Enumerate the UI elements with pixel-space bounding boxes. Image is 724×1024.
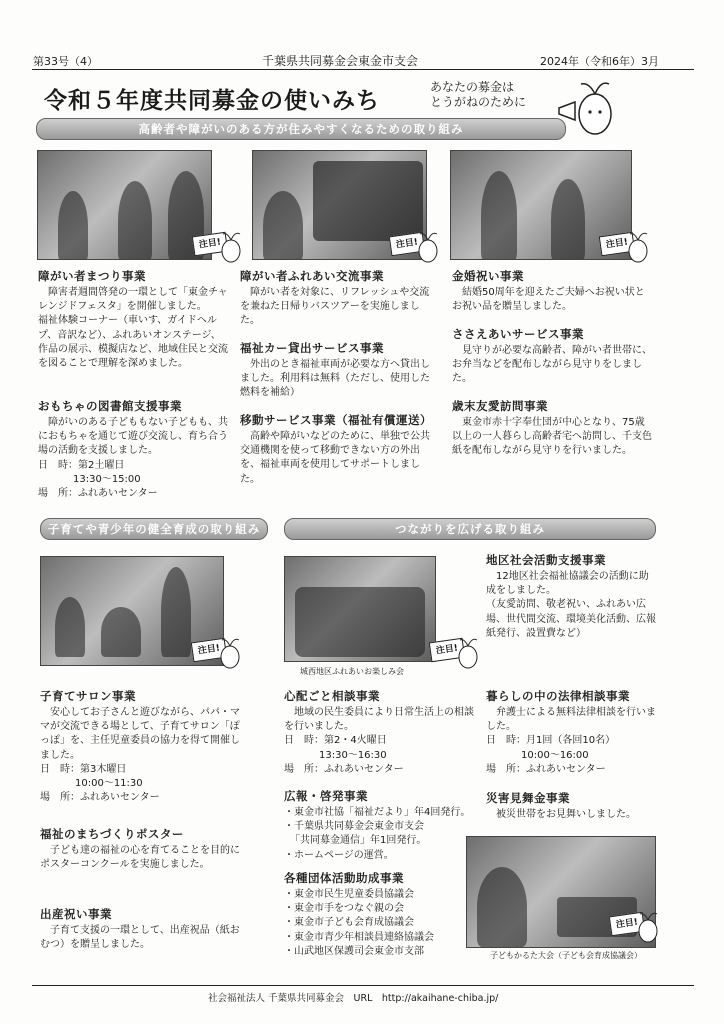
heading-s4: 福祉カー貸出サービス事業 bbox=[240, 341, 384, 355]
caption-josai: 城西地区ふれあいお楽しみ会 bbox=[300, 667, 404, 676]
list-item: ・ホームページの運営。 bbox=[284, 849, 394, 861]
photo-josai-event bbox=[284, 556, 436, 662]
footer-text: 社会福祉法人 千葉県共同募金会 URL http://akaihane-chiba.jp/ bbox=[208, 993, 499, 1004]
heading-s16: 暮らしの中の法律相談事業 bbox=[486, 689, 630, 703]
s9-schedule-place: 場 所：ふれあいセンター bbox=[40, 792, 160, 804]
list-item: ・千葉県共同募金会東金市支会 bbox=[284, 821, 424, 833]
heading-s17: 災害見舞金事業 bbox=[486, 791, 570, 805]
s2-schedule-place: 場 所：ふれあいセンター bbox=[38, 488, 158, 500]
chuumoku-badge-2 bbox=[390, 230, 434, 260]
s9-schedule-time: 10:00～11:30 bbox=[75, 778, 143, 790]
s12-schedule-date: 日 時：第2・4火曜日 bbox=[284, 735, 387, 747]
chuumoku-label-2: 注目! bbox=[389, 232, 425, 257]
heading-s7: ささえあいサービス事業 bbox=[452, 327, 584, 341]
s3-line-1: 障がい者を対象に、リフレッシュや交流を兼ねた日帰りバスツアーを実施しました。 bbox=[240, 287, 430, 327]
s16-schedule-time: 10:00～16:00 bbox=[521, 749, 589, 761]
chuumoku-label-3: 注目! bbox=[599, 232, 635, 257]
s17-line-1: 被災世帯をお見舞いしました。 bbox=[496, 809, 636, 820]
heading-s10: 福祉のまちづくりポスター bbox=[40, 827, 184, 841]
band-right: つながりを広げる取り組み bbox=[284, 518, 656, 540]
slogan-line-1: あなたの募金は bbox=[430, 80, 515, 94]
heading-s9: 子育てサロン事業 bbox=[40, 689, 136, 703]
chuumoku-label-6: 注目! bbox=[609, 912, 645, 937]
s9-line-1: 安心してお子さんと遊びながら、パパ・ママが交流できる場として、子育てサロン「ぽっぽ」を、主任児童委員の協力を得て開催しました。 bbox=[40, 707, 240, 761]
list-item: ・東金市民生児童委員協議会 bbox=[284, 889, 414, 900]
text-s2 bbox=[38, 416, 230, 501]
chuumoku-label: 注目! bbox=[192, 232, 228, 257]
s12-schedule-place: 場 所：ふれあいセンター bbox=[284, 763, 404, 775]
text-s9 bbox=[40, 706, 240, 805]
band-top: 高齢者や障がいのある方が住みやすくなるための取り組み bbox=[36, 118, 566, 140]
org-name: 千葉県共同募金会東金市支会 bbox=[262, 54, 419, 68]
footer-rule bbox=[32, 985, 694, 986]
issue-date: 2024年（令和6年）3月 bbox=[540, 55, 659, 68]
s4-line-1: 外出のとき福祉車両が必要な方へ貸出しました。利用料は無料（ただし、使用した燃料を補給） bbox=[240, 359, 430, 399]
chuumoku-badge-4 bbox=[192, 636, 236, 666]
s12-schedule-time: 13:30～16:30 bbox=[319, 749, 387, 761]
heading-s6: 金婚祝い事業 bbox=[452, 269, 524, 283]
heading-s14: 各種団体活動助成事業 bbox=[284, 871, 404, 885]
list-item: ・東金市子ども会育成協議会 bbox=[284, 917, 414, 929]
s15-line-2: （友愛訪問、敬老祝い、ふれあい広場、世代間交流、環境美化活動、広報紙発行、設置費など） bbox=[486, 599, 656, 639]
text-s16 bbox=[486, 706, 656, 777]
s10-line-1: 子ども達の福祉の心を育てることを目的にポスターコンクールを実施しました。 bbox=[40, 845, 240, 871]
text-s15 bbox=[486, 570, 656, 641]
heading-s13: 広報・啓発事業 bbox=[284, 789, 368, 803]
band-left: 子育てや青少年の健全育成の取り組み bbox=[40, 518, 268, 540]
list-item: ・山武地区保護司会東金市支部 bbox=[284, 945, 424, 957]
list-item: 「共同募金通信」年1回発行。 bbox=[290, 835, 427, 847]
text-s6 bbox=[452, 286, 654, 314]
heading-s15: 地区社会活動支援事業 bbox=[486, 553, 606, 567]
s16-line-1: 弁護士による無料法律相談を行いました。 bbox=[486, 707, 656, 733]
page-title: 令和５年度共同募金の使いみち bbox=[44, 88, 380, 114]
s2-schedule-date: 日 時：第2土曜日 bbox=[38, 459, 125, 471]
text-s8 bbox=[452, 416, 654, 459]
s2-schedule-time: 13:30～15:00 bbox=[73, 473, 141, 485]
chuumoku-label-5: 注目! bbox=[429, 638, 465, 663]
list-item: ・東金市社協「福祉だより」年4回発行。 bbox=[284, 807, 471, 818]
list-item: ・東金市手をつなぐ親の会 bbox=[284, 903, 404, 915]
slogan-line-2: とうがねのために bbox=[430, 95, 527, 109]
mascot-icon-2 bbox=[416, 230, 440, 264]
chuumoku-badge-3 bbox=[600, 230, 644, 260]
chuumoku-label-4: 注目! bbox=[191, 638, 227, 663]
text-s4 bbox=[240, 358, 436, 401]
mascot-icon-5 bbox=[456, 636, 480, 670]
heading-s2: おもちゃの図書館支援事業 bbox=[38, 399, 182, 413]
chuumoku-badge-6 bbox=[610, 910, 654, 940]
heading-s5: 移動サービス事業（福祉有償運送） bbox=[240, 413, 432, 427]
s15-line-1: 12地区社会福祉協議会の活動に助成をしました。 bbox=[486, 571, 649, 597]
mascot-icon-3 bbox=[626, 230, 650, 264]
text-s7 bbox=[452, 344, 654, 387]
s16-schedule-date: 日 時：月1回（各回10名） bbox=[486, 735, 616, 747]
heading-s3: 障がい者ふれあい交流事業 bbox=[240, 269, 384, 283]
s2-line-1: 障がいのある子どももない子どもも、共におもちゃを通じて遊び交流し、育ち合う場の活動を支援しました。 bbox=[38, 417, 228, 457]
s11-line-1: 子育て支援の一環として、出産祝品（紙おむつ）を贈呈しました。 bbox=[40, 925, 240, 951]
s6-line-1: 結婚50周年を迎えたご夫婦へお祝い状とお祝い品を贈呈しました。 bbox=[452, 287, 645, 313]
header-rule bbox=[32, 69, 694, 70]
mascot-icon bbox=[219, 230, 243, 264]
caption-karuta: 子どもかるた大会（子ども会育成協議会） bbox=[490, 951, 642, 960]
text-s3 bbox=[240, 286, 436, 329]
chuumoku-badge bbox=[193, 230, 237, 260]
text-s17 bbox=[486, 808, 656, 822]
heading-s12: 心配ごと相談事業 bbox=[284, 689, 380, 703]
text-s1 bbox=[38, 286, 230, 371]
s16-schedule-place: 場 所：ふれあいセンター bbox=[486, 763, 606, 775]
s7-line-1: 見守りが必要な高齢者、障がい者世帯に、お弁当などを配布しながら見守りをしました。 bbox=[452, 345, 652, 385]
s5-line-1: 高齢や障がいなどのために、単独で公共交通機関を使って移動できない方の外出を、福祉車両を使用してサポートしました。 bbox=[240, 431, 430, 485]
heading-s11: 出産祝い事業 bbox=[40, 907, 112, 921]
s12-line-1: 地域の民生委員により日常生活上の相談を行いました。 bbox=[284, 707, 474, 733]
text-s5 bbox=[240, 430, 436, 487]
heading-s1: 障がい者まつり事業 bbox=[38, 269, 146, 283]
list-item: ・東金市青少年相談員連絡協議会 bbox=[284, 931, 434, 943]
s1-line-2: 福祉体験コーナー（車いす、ガイドヘルプ、音訳など）、ふれあいオンステージ、作品の展示、模擬店など、地域住民と交流を図ることで理解を深めました。 bbox=[38, 315, 228, 370]
s9-schedule-date: 日 時：第3木曜日 bbox=[40, 763, 127, 775]
s1-line-1: 障害者週間啓発の一環として「東金チャレンジドフェスタ」を開催しました。 bbox=[38, 287, 228, 313]
text-s10 bbox=[40, 844, 240, 872]
list-s13 bbox=[284, 806, 480, 863]
list-s14 bbox=[284, 888, 480, 959]
chuumoku-badge-5 bbox=[430, 636, 474, 666]
s8-line-1: 東金市赤十字奉仕団が中心となり、75歳以上の一人暮らし高齢者宅へ訪問し、千支色紙を配布しながら見守りを行いました。 bbox=[452, 417, 652, 457]
mascot-icon-6 bbox=[636, 910, 660, 944]
issue-number: 第33号（4） bbox=[33, 55, 98, 68]
heading-s8: 歳末友愛訪問事業 bbox=[452, 399, 548, 413]
photo-challenged-festa bbox=[37, 150, 212, 260]
text-s12 bbox=[284, 706, 480, 777]
mascot-icon-4 bbox=[218, 636, 242, 670]
text-s11 bbox=[40, 924, 240, 952]
slogan bbox=[430, 80, 526, 110]
